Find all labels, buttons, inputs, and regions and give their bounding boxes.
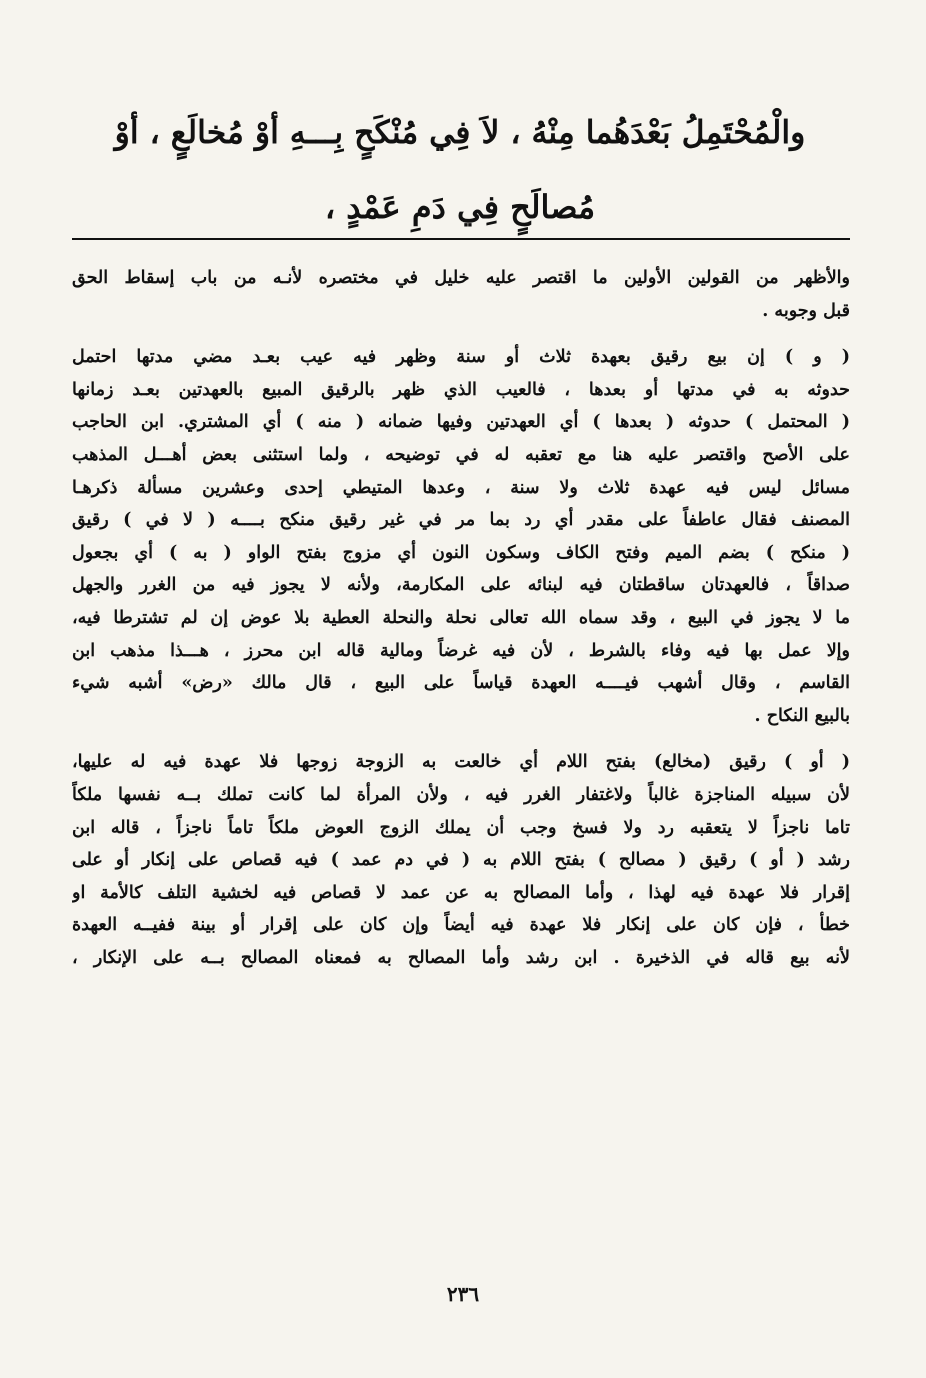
commentary-line: حدوثه به في مدتها أو بعدها ، فالعيب الذي ظهر بالرقيق المبيع بالعهدتين بعـد زمانها	[72, 379, 850, 400]
page-number: ٢٣٦	[446, 1282, 480, 1306]
commentary-line: لأنه بيع قاله في الذخيرة . ابن رشد وأما المصالح به فمعناه المصالح بــه على الإنكار ،	[72, 947, 850, 968]
commentary-line: ( و ) إن بيع رقيق بعهدة ثلاث أو سنة وظهر فيه عيب بعـد مضي مدتها احتمل	[72, 347, 850, 368]
commentary-text	[72, 262, 850, 974]
commentary-line: والأظهر من القولين الأولين ما اقتصر عليه خليل في مختصره لأنـه من باب إسقاط الحق	[72, 268, 850, 288]
commentary-line: مسائل ليس فيه عهدة ثلاث ولا سنة ، وعدها المتيطي إحدى وعشرين مسألة ذكرهـا	[72, 477, 850, 498]
commentary-paragraph	[72, 746, 850, 974]
commentary-line: قبل وجوبه .	[762, 300, 850, 321]
commentary-line: رشد ( أو ) رقيق ( مصالح ) بفتح اللام به ( في دم عمد ) فيه قصاص على إنكار أو على	[72, 850, 850, 871]
matn-line: والْمُحْتَمِلُ بَعْدَهُما مِنْهُ ، لاَ فِي مُنْكَحٍ بِـــهِ أوْ مُخالَعٍ ، أوْ	[114, 114, 806, 151]
commentary-line: على الأصح واقتصر عليه هنا مع تعقبه له في توضيحه ، ولما استثنى بعض أهـــل المذهب	[72, 444, 850, 465]
separator-rule	[72, 238, 850, 240]
matn-text	[110, 96, 810, 244]
commentary-line: بالبيع النكاح .	[754, 705, 850, 726]
commentary-line: خطأ ، فإن كان على إنكار فلا عهدة فيه أيضاً وإن كان على إقرار أو بينة ففيــه العهدة	[72, 915, 850, 936]
commentary-line: ( أو ) رقيق (مخالع) بفتح اللام أي خالعت به الزوجة زوجها فلا عهدة فيه له عليها،	[72, 752, 850, 773]
commentary-line: تاما ناجزاً لا يتعقبه رد ولا فسخ وجب أن يملك الزوج العوض ملكاً تاماً ناجزاً ، قاله ابن	[72, 817, 850, 838]
matn-line: مُصالَحٍ فِي دَمِ عَمْدٍ ،	[324, 188, 596, 226]
commentary-paragraph	[72, 262, 850, 327]
commentary-line: القاسم ، وقال أشهب فيــــه العهدة قياساً على البيع ، قال مالك «رض» أشبه شيء	[72, 673, 850, 694]
commentary-line: ( منكح ) بضم الميم وفتح الكاف وسكون النون أي مزوج بفتح الواو ( به ) أي بجعول	[72, 542, 850, 563]
commentary-line: صداقاً ، فالعهدتان ساقطتان فيه لبنائه على المكارمة، ولأنه لا يجوز فيه من الغرر والجهل	[72, 575, 850, 596]
commentary-line: وإلا عمل بها فيه وفاء بالشرط ، لأن فيه غرضاً ومالية قاله ابن محرز ، هـــذا مذهب ابن	[72, 640, 850, 661]
commentary-line: ( المحتمل ) حدوثه ( بعدها ) أي العهدتين وفيها ضمانه ( منه ) أي المشتري. ابن الحاجب	[72, 412, 850, 433]
commentary-line: المصنف فقال عاطفاً على مقدر أي رد بما مر في غير رقيق منكح بــــه ( لا في ) رقيق	[72, 510, 850, 531]
commentary-line: لأن سبيله المناجزة غالباً ولاغتفار الغرر فيه ، ولأن المرأة لما كانت تملك بــه نفسها ملكاً	[72, 784, 850, 805]
commentary-paragraph	[72, 341, 850, 732]
commentary-line: ما لا يجوز في البيع ، وقد سماه الله تعالى نحلة والنحلة العطية بلا عوض إن لم تشترطا فيه،	[72, 607, 850, 628]
commentary-line: إقرار فلا عهدة فيه لهذا ، وأما المصالح به عن عمد لا قصاص فيه لخشية التلف كالأمة او	[72, 882, 850, 903]
